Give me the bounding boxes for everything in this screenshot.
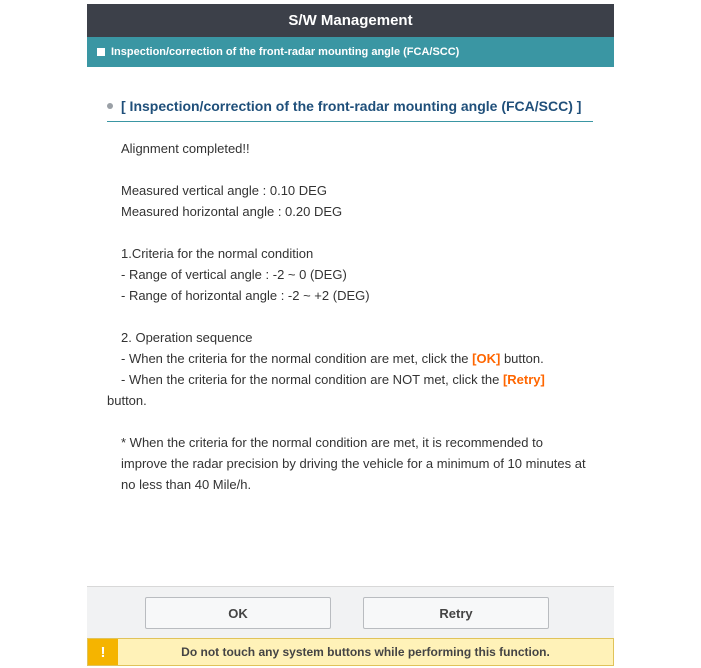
- ok-button[interactable]: OK: [145, 597, 331, 629]
- recommendation-note: * When the criteria for the normal condition are met, it is recommended to improve the radar precision by driving the vehicle for a minimum of 10 minutes at no less than 40 Mile/h.: [121, 435, 586, 492]
- subheader-label: Inspection/correction of the front-radar mounting angle (FCA/SCC): [111, 46, 460, 58]
- measured-horizontal: Measured horizontal angle : 0.20 DEG: [121, 204, 343, 219]
- seq2-prefix: - When the criteria for the normal condition are NOT met, click the: [121, 372, 503, 387]
- warning-icon: !: [88, 639, 118, 665]
- button-footer: [87, 586, 614, 639]
- square-bullet-icon: [97, 48, 105, 56]
- section-header: [107, 98, 593, 122]
- sequence-step-retry: [107, 369, 586, 411]
- seq2-suffix: button.: [107, 393, 147, 408]
- section-title: [ Inspection/correction of the front-radar mounting angle (FCA/SCC) ]: [121, 98, 582, 114]
- criteria-title: 1.Criteria for the normal condition: [121, 246, 314, 261]
- ok-highlight: [OK]: [472, 351, 501, 366]
- sw-management-dialog: [87, 4, 614, 668]
- retry-highlight: [Retry]: [502, 372, 545, 387]
- subheader-bar: [87, 37, 614, 67]
- window-title: S/W Management: [87, 4, 614, 37]
- seq1-suffix: button.: [500, 351, 544, 366]
- measured-vertical: Measured vertical angle : 0.10 DEG: [121, 183, 327, 198]
- criteria-horizontal: - Range of horizontal angle : -2 ~ +2 (DEG): [121, 288, 370, 303]
- warning-banner: [87, 638, 614, 666]
- status-text: Alignment completed!!: [121, 141, 250, 156]
- sequence-title: 2. Operation sequence: [121, 330, 253, 345]
- warning-text: Do not touch any system buttons while performing this function.: [181, 645, 550, 659]
- sequence-step-ok: [121, 348, 586, 369]
- bullet-dot-icon: [107, 103, 113, 109]
- instruction-content: [107, 138, 586, 495]
- seq1-prefix: - When the criteria for the normal condition are met, click the: [121, 351, 473, 366]
- criteria-vertical: - Range of vertical angle : -2 ~ 0 (DEG): [121, 267, 347, 282]
- retry-button[interactable]: Retry: [363, 597, 549, 629]
